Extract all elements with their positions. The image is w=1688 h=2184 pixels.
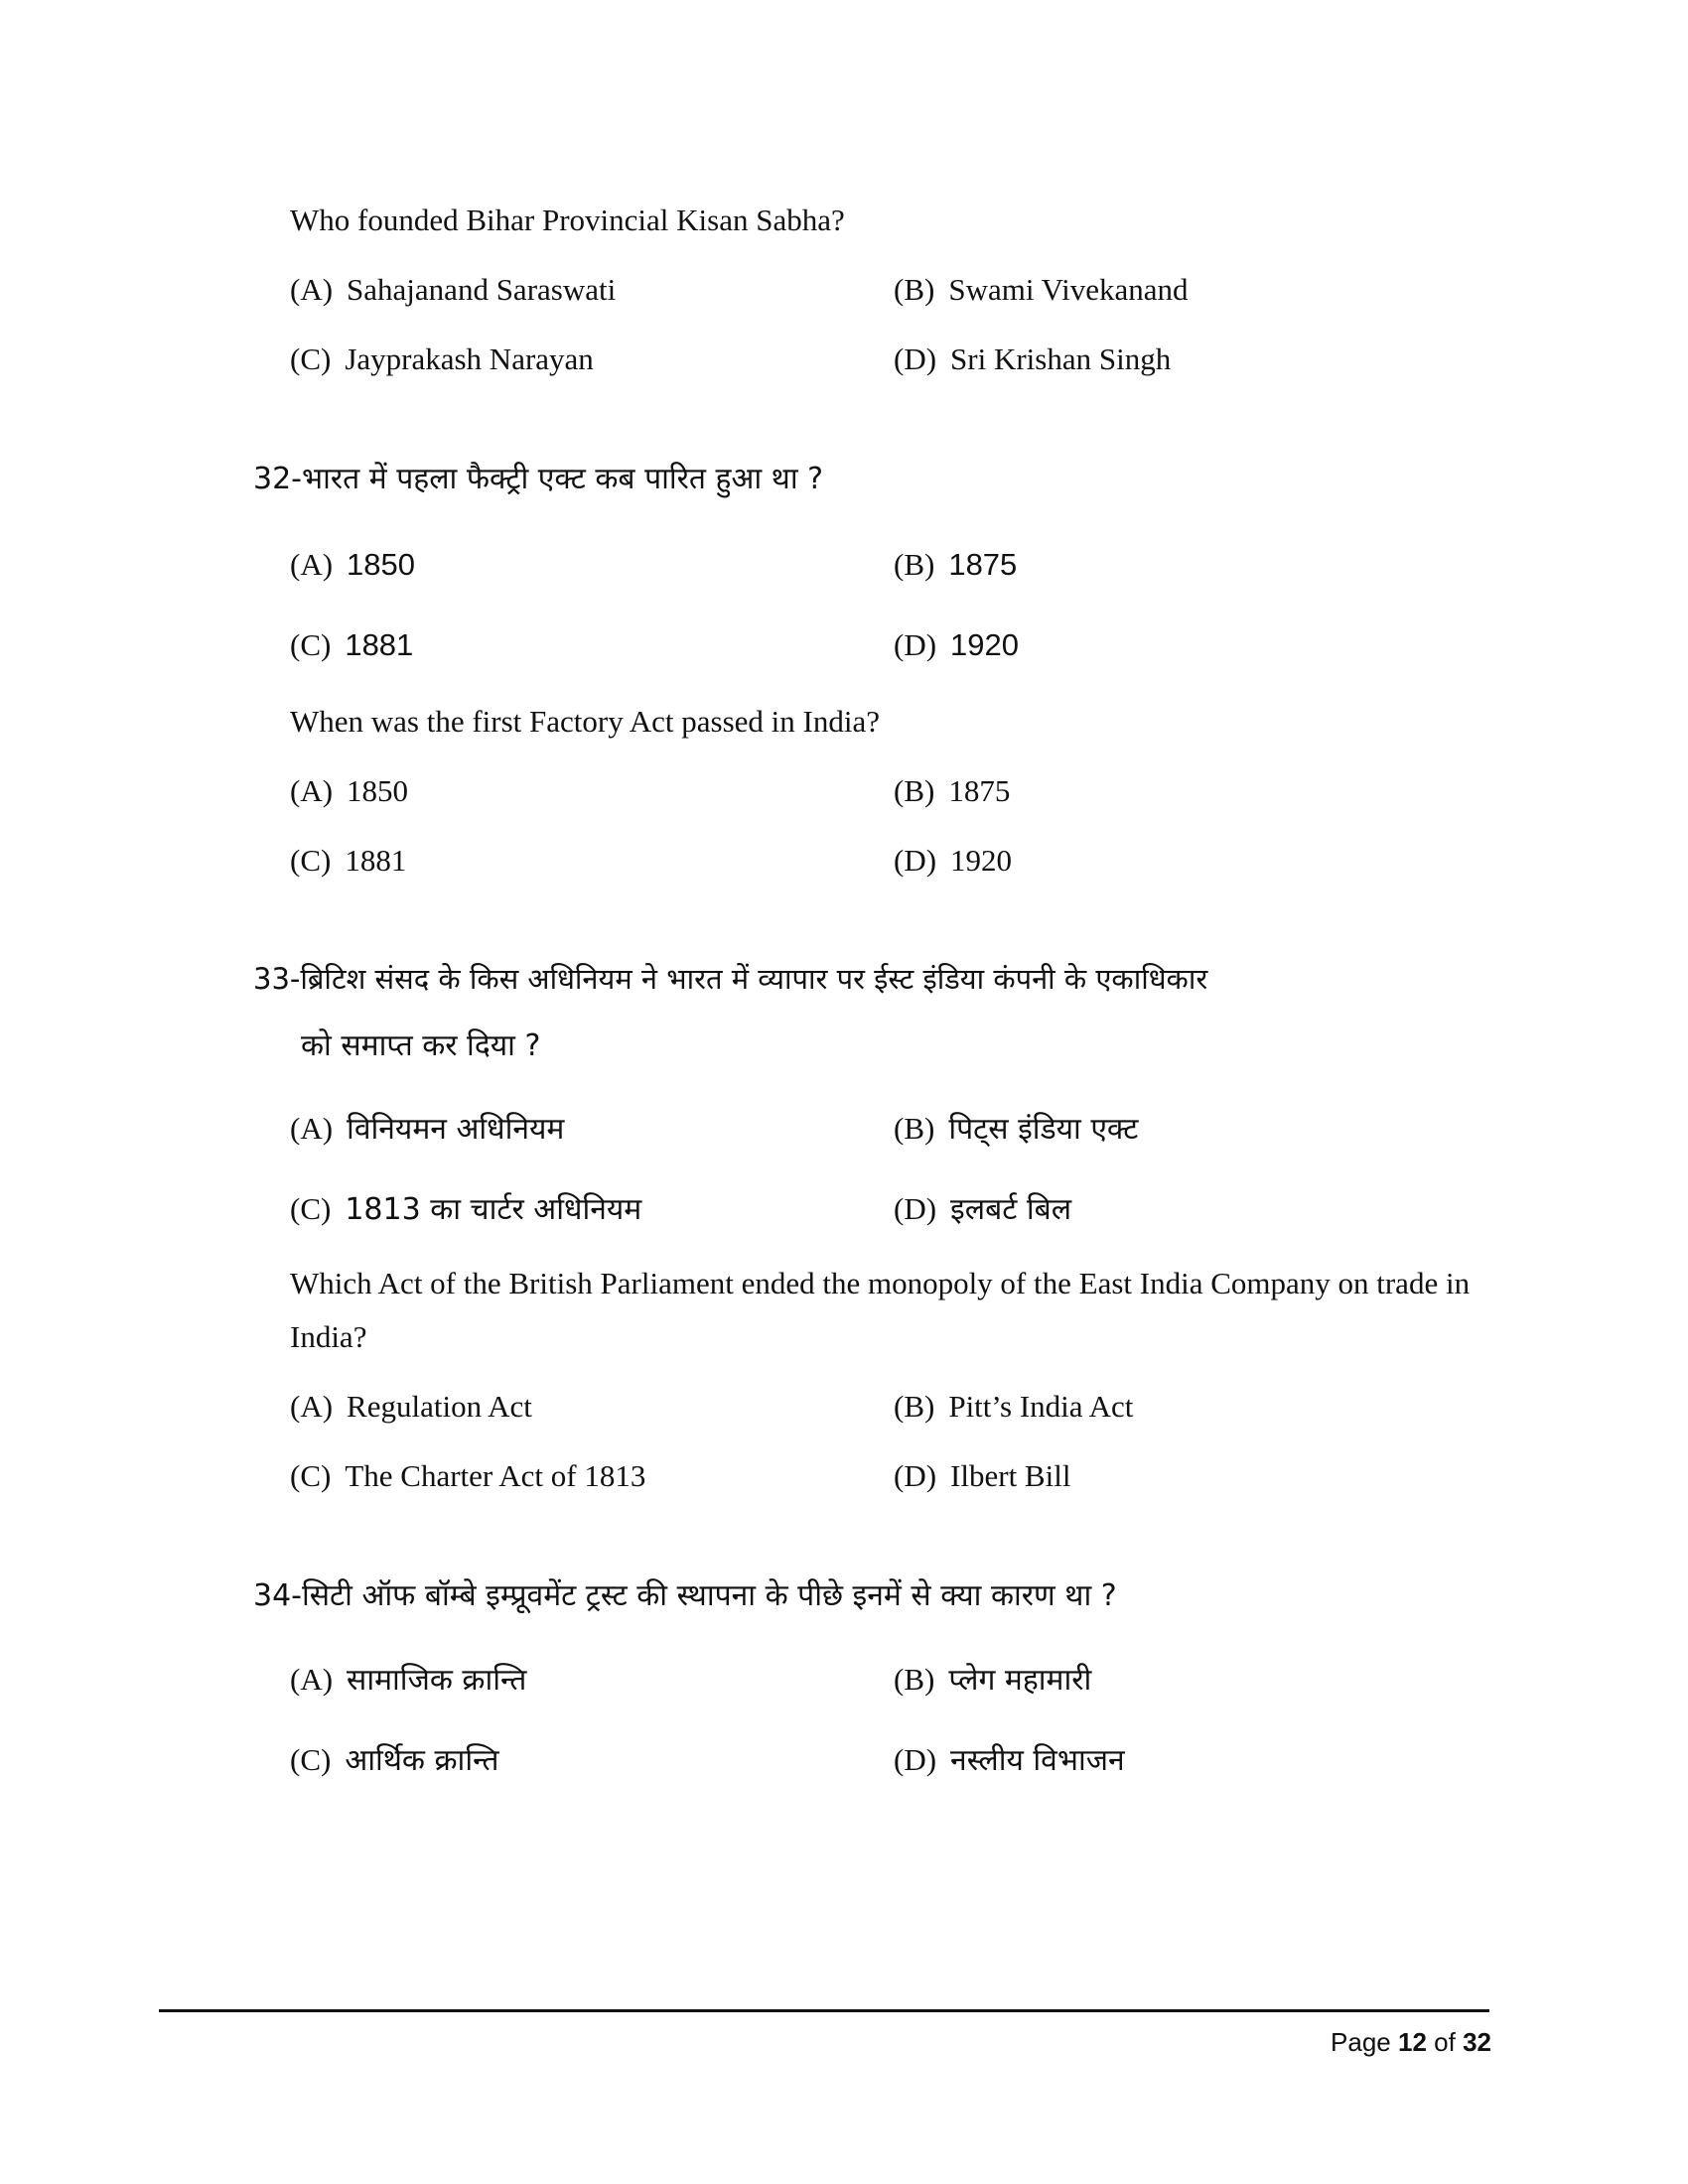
q33-hi-option-d: (D) इलबर्ट बिल <box>894 1191 1072 1227</box>
q33-hi-option-c: (C) 1813 का चार्टर अधिनियम <box>290 1191 642 1227</box>
q32-hi-option-a: (A) 1850 <box>290 547 416 582</box>
q32-en-option-a: (A) 1850 <box>290 773 409 808</box>
q31-option-d: (D) Sri Krishan Singh <box>894 341 1172 376</box>
q33-hi-option-b: (B) पिट्स इंडिया एक्ट <box>894 1111 1139 1147</box>
q32-en-option-d: (D) 1920 <box>894 843 1013 878</box>
question-33-en-line2: India? <box>290 1319 367 1354</box>
q33-hi-option-a: (A) विनियमन अधिनियम <box>290 1111 565 1147</box>
q32-en-option-c: (C) 1881 <box>290 843 407 878</box>
q34-option-d: (D) नस्लीय विभाजन <box>894 1742 1125 1778</box>
question-34-hi: 34-सिटी ऑफ बॉम्बे इम्प्रूवमेंट ट्रस्ट की स्थापना के पीछे इनमें से क्या कारण था ? <box>253 1578 1117 1613</box>
q31-option-b: (B) Swami Vivekanand <box>894 272 1189 307</box>
q31-option-c: (C) Jayprakash Narayan <box>290 341 594 376</box>
q34-option-c: (C) आर्थिक क्रान्ति <box>290 1742 499 1778</box>
q33-en-option-a: (A) Regulation Act <box>290 1389 532 1424</box>
q32-hi-option-b: (B) 1875 <box>894 547 1018 582</box>
question-33-hi-line2: को समाप्त कर दिया ? <box>301 1028 541 1063</box>
q33-en-option-b: (B) Pitt’s India Act <box>894 1389 1134 1424</box>
q32-hi-option-d: (D) 1920 <box>894 627 1020 662</box>
q34-option-a: (A) सामाजिक क्रान्ति <box>290 1662 527 1698</box>
question-33-hi-line1: 33-ब्रिटिश संसद के किस अधिनियम ने भारत में व्यापार पर ईस्ट इंडिया कंपनी के एकाधिकार <box>253 962 1208 996</box>
q31-option-a: (A) Sahajanand Saraswati <box>290 272 617 307</box>
q32-en-option-b: (B) 1875 <box>894 773 1011 808</box>
q34-option-b: (B) प्लेग महामारी <box>894 1662 1092 1698</box>
page-number: Page 12 of 32 <box>1331 2027 1491 2057</box>
q32-hi-option-c: (C) 1881 <box>290 627 414 662</box>
footer-divider <box>159 2009 1489 2012</box>
question-31-en: Who founded Bihar Provincial Kisan Sabha? <box>290 203 845 237</box>
q33-en-option-d: (D) Ilbert Bill <box>894 1458 1071 1493</box>
question-32-en: When was the first Factory Act passed in India? <box>290 704 880 739</box>
q33-en-option-c: (C) The Charter Act of 1813 <box>290 1458 646 1493</box>
question-32-hi: 32-भारत में पहला फैक्ट्री एक्ट कब पारित हुआ था ? <box>253 462 824 496</box>
question-33-en-line1: Which Act of the British Parliament ended the monopoly of the East India Company on trade in <box>290 1266 1471 1300</box>
